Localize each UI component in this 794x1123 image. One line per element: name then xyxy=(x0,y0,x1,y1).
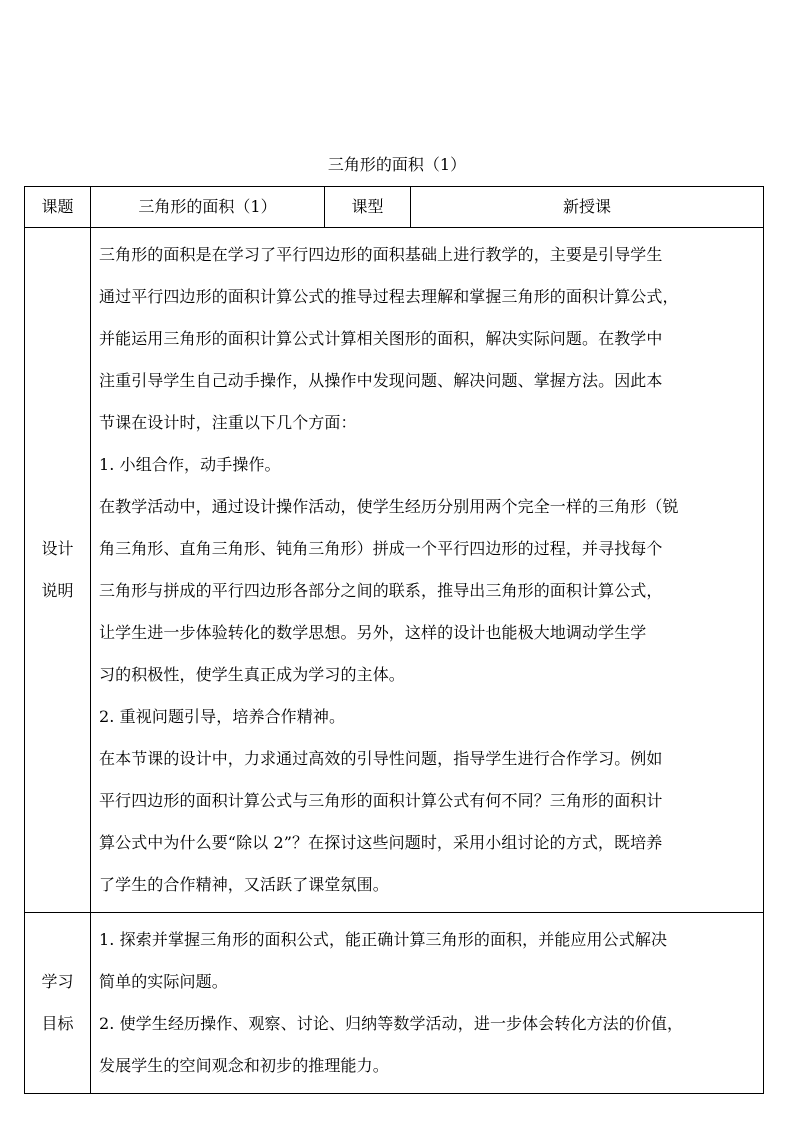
objectives-row xyxy=(25,913,764,1094)
topic-value: 三角形的面积（1） xyxy=(91,187,325,228)
objective-line: 发展学生的空间观念和初步的推理能力。 xyxy=(99,1056,389,1075)
design-row xyxy=(25,228,764,913)
design-line: 三角形的面积是在学习了平行四边形的面积基础上进行教学的，主要是引导学生 xyxy=(99,245,663,264)
design-line: 节课在设计时，注重以下几个方面： xyxy=(99,413,357,432)
design-line: 在本节课的设计中，力求通过高效的引导性问题，指导学生进行合作学习。例如 xyxy=(99,749,663,768)
topic-label: 课题 xyxy=(25,187,91,228)
design-line: 算公式中为什么要“除以 2”？在探讨这些问题时，采用小组讨论的方式，既培养 xyxy=(99,833,663,852)
design-label xyxy=(25,228,91,913)
design-label-line2: 说明 xyxy=(41,581,74,600)
design-line: 习的积极性，使学生真正成为学习的主体。 xyxy=(99,665,405,684)
design-line: 平行四边形的面积计算公式与三角形的面积计算公式有何不同？三角形的面积计 xyxy=(99,791,663,810)
design-label-line1: 设计 xyxy=(41,539,74,558)
type-label: 课型 xyxy=(325,187,411,228)
design-line: 1. 小组合作，动手操作。 xyxy=(99,455,281,474)
design-line: 并能运用三角形的面积计算公式计算相关图形的面积，解决实际问题。在教学中 xyxy=(99,329,663,348)
design-line: 让学生进一步体验转化的数学思想。另外，这样的设计也能极大地调动学生学 xyxy=(99,623,647,642)
design-line: 在教学活动中，通过设计操作活动，使学生经历分别用两个完全一样的三角形（锐 xyxy=(99,497,679,516)
design-line: 三角形与拼成的平行四边形各部分之间的联系，推导出三角形的面积计算公式， xyxy=(99,581,663,600)
objectives-label-line1: 学习 xyxy=(41,972,74,991)
design-line: 通过平行四边形的面积计算公式的推导过程去理解和掌握三角形的面积计算公式， xyxy=(99,287,679,306)
objectives-label-line2: 目标 xyxy=(41,1014,74,1033)
design-content xyxy=(91,228,764,913)
design-line: 2. 重视问题引导，培养合作精神。 xyxy=(99,707,346,726)
lesson-plan-table xyxy=(24,186,764,1094)
design-line: 角三角形、直角三角形、钝角三角形）拼成一个平行四边形的过程，并寻找每个 xyxy=(99,539,663,558)
objectives-content xyxy=(91,913,764,1094)
design-line: 注重引导学生自己动手操作，从操作中发现问题、解决问题、掌握方法。因此本 xyxy=(99,371,663,390)
type-value: 新授课 xyxy=(411,187,764,228)
document-title: 三角形的面积（1） xyxy=(327,155,467,174)
design-line: 了学生的合作精神，又活跃了课堂氛围。 xyxy=(99,875,389,894)
objective-line: 1. 探索并掌握三角形的面积公式，能正确计算三角形的面积，并能应用公式解决 xyxy=(99,930,668,949)
header-row xyxy=(25,187,764,228)
objectives-label xyxy=(25,913,91,1094)
objective-line: 2. 使学生经历操作、观察、讨论、归纳等数学活动，进一步体会转化方法的价值， xyxy=(99,1014,684,1033)
objective-line: 简单的实际问题。 xyxy=(99,972,228,991)
